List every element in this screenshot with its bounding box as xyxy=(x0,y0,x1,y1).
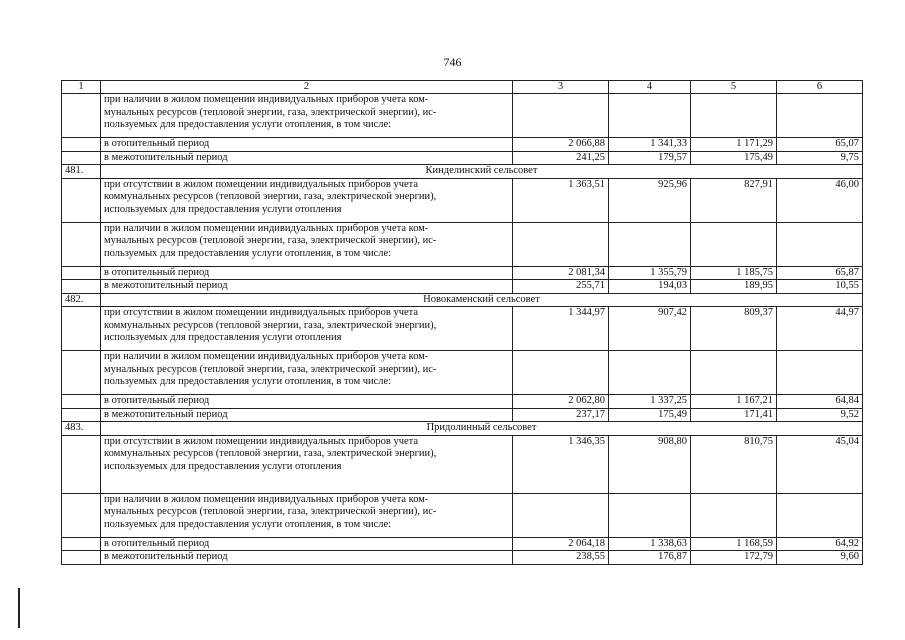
header-cell-3: 3 xyxy=(513,81,609,94)
index-cell xyxy=(62,493,101,537)
value-cell xyxy=(609,94,691,138)
value-cell: 809,37 xyxy=(691,307,777,351)
text-line: пользуемых для предоставления услуги отопления, в том числе: xyxy=(104,376,392,387)
value-cell xyxy=(609,493,691,537)
value-cell: 179,57 xyxy=(609,151,691,165)
index-cell xyxy=(62,395,101,409)
section-index: 481. xyxy=(62,165,101,179)
text-line: при отсутствии в жилом помещении индивидуальных приборов учета xyxy=(104,307,419,318)
table-row xyxy=(62,94,863,138)
settlement-name: Новокаменский сельсовет xyxy=(101,293,863,307)
text-line: мунальных ресурсов (тепловой энергии, газа, электрической энергии), ис- xyxy=(104,106,437,118)
value-cell: 908,80 xyxy=(609,435,691,493)
text-line: используемых для предоставления услуги отопления xyxy=(104,203,342,215)
header-cell-2: 2 xyxy=(101,81,513,94)
value-cell xyxy=(513,351,609,395)
section-header-row xyxy=(62,165,863,179)
section-index: 482. xyxy=(62,293,101,307)
index-cell xyxy=(62,551,101,565)
value-cell xyxy=(777,94,863,138)
value-cell: 237,17 xyxy=(513,408,609,422)
value-cell: 255,71 xyxy=(513,280,609,294)
value-cell: 1 355,79 xyxy=(609,266,691,280)
value-cell: 1 346,35 xyxy=(513,435,609,493)
index-cell xyxy=(62,280,101,294)
text-line: используемых для предоставления услуги отопления xyxy=(104,332,342,343)
value-cell: 1 168,59 xyxy=(691,537,777,551)
absence-description xyxy=(101,178,513,222)
index-cell xyxy=(62,307,101,351)
value-cell: 2 064,18 xyxy=(513,537,609,551)
value-cell: 827,91 xyxy=(691,178,777,222)
period-label: в межотопительный период xyxy=(101,551,513,565)
value-cell xyxy=(691,493,777,537)
index-cell xyxy=(62,94,101,138)
value-cell: 171,41 xyxy=(691,408,777,422)
value-cell: 1 171,29 xyxy=(691,138,777,152)
value-cell: 45,04 xyxy=(777,435,863,493)
text-line: коммунальных ресурсов (тепловой энергии, газа, электрической энергии), xyxy=(104,448,437,459)
value-cell: 46,00 xyxy=(777,178,863,222)
text-line: при отсутствии в жилом помещении индивидуальных приборов учета xyxy=(104,178,419,190)
text-line: коммунальных ресурсов (тепловой энергии, газа, электрической энергии), xyxy=(104,319,437,331)
period-label: в межотопительный период xyxy=(101,151,513,165)
section-header-row xyxy=(62,422,863,436)
presence-description xyxy=(101,94,513,138)
index-cell xyxy=(62,537,101,551)
period-label: в отопительный период xyxy=(101,395,513,409)
text-line: при наличии в жилом помещении индивидуальных приборов учета ком- xyxy=(104,94,429,105)
index-cell xyxy=(62,151,101,165)
presence-description xyxy=(101,222,513,266)
page-number: 746 xyxy=(443,55,462,69)
value-cell: 810,75 xyxy=(691,435,777,493)
value-cell xyxy=(513,94,609,138)
table-row xyxy=(62,351,863,395)
period-label: в межотопительный период xyxy=(101,280,513,294)
value-cell: 175,49 xyxy=(691,151,777,165)
period-label: в отопительный период xyxy=(101,138,513,152)
value-cell: 1 185,75 xyxy=(691,266,777,280)
presence-description xyxy=(101,493,513,537)
text-line: пользуемых для предоставления услуги отопления, в том числе: xyxy=(104,247,392,259)
text-line: при наличии в жилом помещении индивидуальных приборов учета ком- xyxy=(104,493,429,505)
table-row xyxy=(62,551,863,565)
value-cell: 241,25 xyxy=(513,151,609,165)
table-row xyxy=(62,222,863,266)
value-cell xyxy=(691,222,777,266)
text-line: при отсутствии в жилом помещении индивидуальных приборов учета xyxy=(104,435,419,447)
value-cell: 1 363,51 xyxy=(513,178,609,222)
value-cell xyxy=(513,493,609,537)
value-cell: 2 062,80 xyxy=(513,395,609,409)
table-row xyxy=(62,408,863,422)
header-cell-5: 5 xyxy=(691,81,777,94)
table-row xyxy=(62,493,863,537)
table-row xyxy=(62,280,863,294)
value-cell: 172,79 xyxy=(691,551,777,565)
value-cell: 65,07 xyxy=(777,138,863,152)
absence-description xyxy=(101,435,513,493)
value-cell xyxy=(609,351,691,395)
value-cell: 64,84 xyxy=(777,395,863,409)
value-cell: 1 167,21 xyxy=(691,395,777,409)
value-cell: 9,52 xyxy=(777,408,863,422)
value-cell xyxy=(777,351,863,395)
table-row xyxy=(62,307,863,351)
text-line: мунальных ресурсов (тепловой энергии, газа, электрической энергии), ис- xyxy=(104,235,437,246)
tariff-table xyxy=(61,80,863,565)
table-row xyxy=(62,435,863,493)
index-cell xyxy=(62,408,101,422)
header-cell-1: 1 xyxy=(62,81,101,94)
value-cell xyxy=(777,222,863,266)
value-cell xyxy=(777,493,863,537)
value-cell: 1 337,25 xyxy=(609,395,691,409)
settlement-name: Придолинный сельсовет xyxy=(101,422,863,436)
presence-description xyxy=(101,351,513,395)
period-label: в отопительный период xyxy=(101,537,513,551)
text-line: пользуемых для предоставления услуги отопления, в том числе: xyxy=(104,119,392,130)
table-row xyxy=(62,178,863,222)
value-cell xyxy=(513,222,609,266)
value-cell: 2 066,88 xyxy=(513,138,609,152)
text-line: мунальных ресурсов (тепловой энергии, газа, электрической энергии), ис- xyxy=(104,363,437,375)
value-cell: 238,55 xyxy=(513,551,609,565)
table-row xyxy=(62,266,863,280)
text-line: используемых для предоставления услуги отопления xyxy=(104,460,342,472)
value-cell: 176,87 xyxy=(609,551,691,565)
value-cell: 65,87 xyxy=(777,266,863,280)
value-cell: 907,42 xyxy=(609,307,691,351)
text-line: при наличии в жилом помещении индивидуальных приборов учета ком- xyxy=(104,351,429,362)
section-header-row xyxy=(62,293,863,307)
value-cell: 175,49 xyxy=(609,408,691,422)
index-cell xyxy=(62,266,101,280)
value-cell: 1 338,63 xyxy=(609,537,691,551)
header-row xyxy=(62,81,863,94)
table-row xyxy=(62,151,863,165)
settlement-name: Кинделинский сельсовет xyxy=(101,165,863,179)
table-row xyxy=(62,138,863,152)
index-cell xyxy=(62,222,101,266)
index-cell xyxy=(62,351,101,395)
value-cell: 2 081,34 xyxy=(513,266,609,280)
header-cell-4: 4 xyxy=(609,81,691,94)
table-row xyxy=(62,395,863,409)
value-cell: 9,60 xyxy=(777,551,863,565)
period-label: в межотопительный период xyxy=(101,408,513,422)
value-cell: 64,92 xyxy=(777,537,863,551)
text-line: коммунальных ресурсов (тепловой энергии, газа, электрической энергии), xyxy=(104,191,437,202)
value-cell: 10,55 xyxy=(777,280,863,294)
text-line: при наличии в жилом помещении индивидуальных приборов учета ком- xyxy=(104,222,429,234)
value-cell: 194,03 xyxy=(609,280,691,294)
text-line: мунальных ресурсов (тепловой энергии, газа, электрической энергии), ис- xyxy=(104,506,437,517)
value-cell xyxy=(691,351,777,395)
value-cell: 925,96 xyxy=(609,178,691,222)
value-cell: 9,75 xyxy=(777,151,863,165)
section-index: 483. xyxy=(62,422,101,436)
value-cell: 1 341,33 xyxy=(609,138,691,152)
value-cell xyxy=(691,94,777,138)
text-line: пользуемых для предоставления услуги отопления, в том числе: xyxy=(104,518,392,530)
value-cell: 189,95 xyxy=(691,280,777,294)
header-cell-6: 6 xyxy=(777,81,863,94)
index-cell xyxy=(62,178,101,222)
value-cell xyxy=(609,222,691,266)
margin-mark xyxy=(18,588,20,628)
value-cell: 1 344,97 xyxy=(513,307,609,351)
absence-description xyxy=(101,307,513,351)
value-cell: 44,97 xyxy=(777,307,863,351)
period-label: в отопительный период xyxy=(101,266,513,280)
index-cell xyxy=(62,435,101,493)
table-row xyxy=(62,537,863,551)
index-cell xyxy=(62,138,101,152)
